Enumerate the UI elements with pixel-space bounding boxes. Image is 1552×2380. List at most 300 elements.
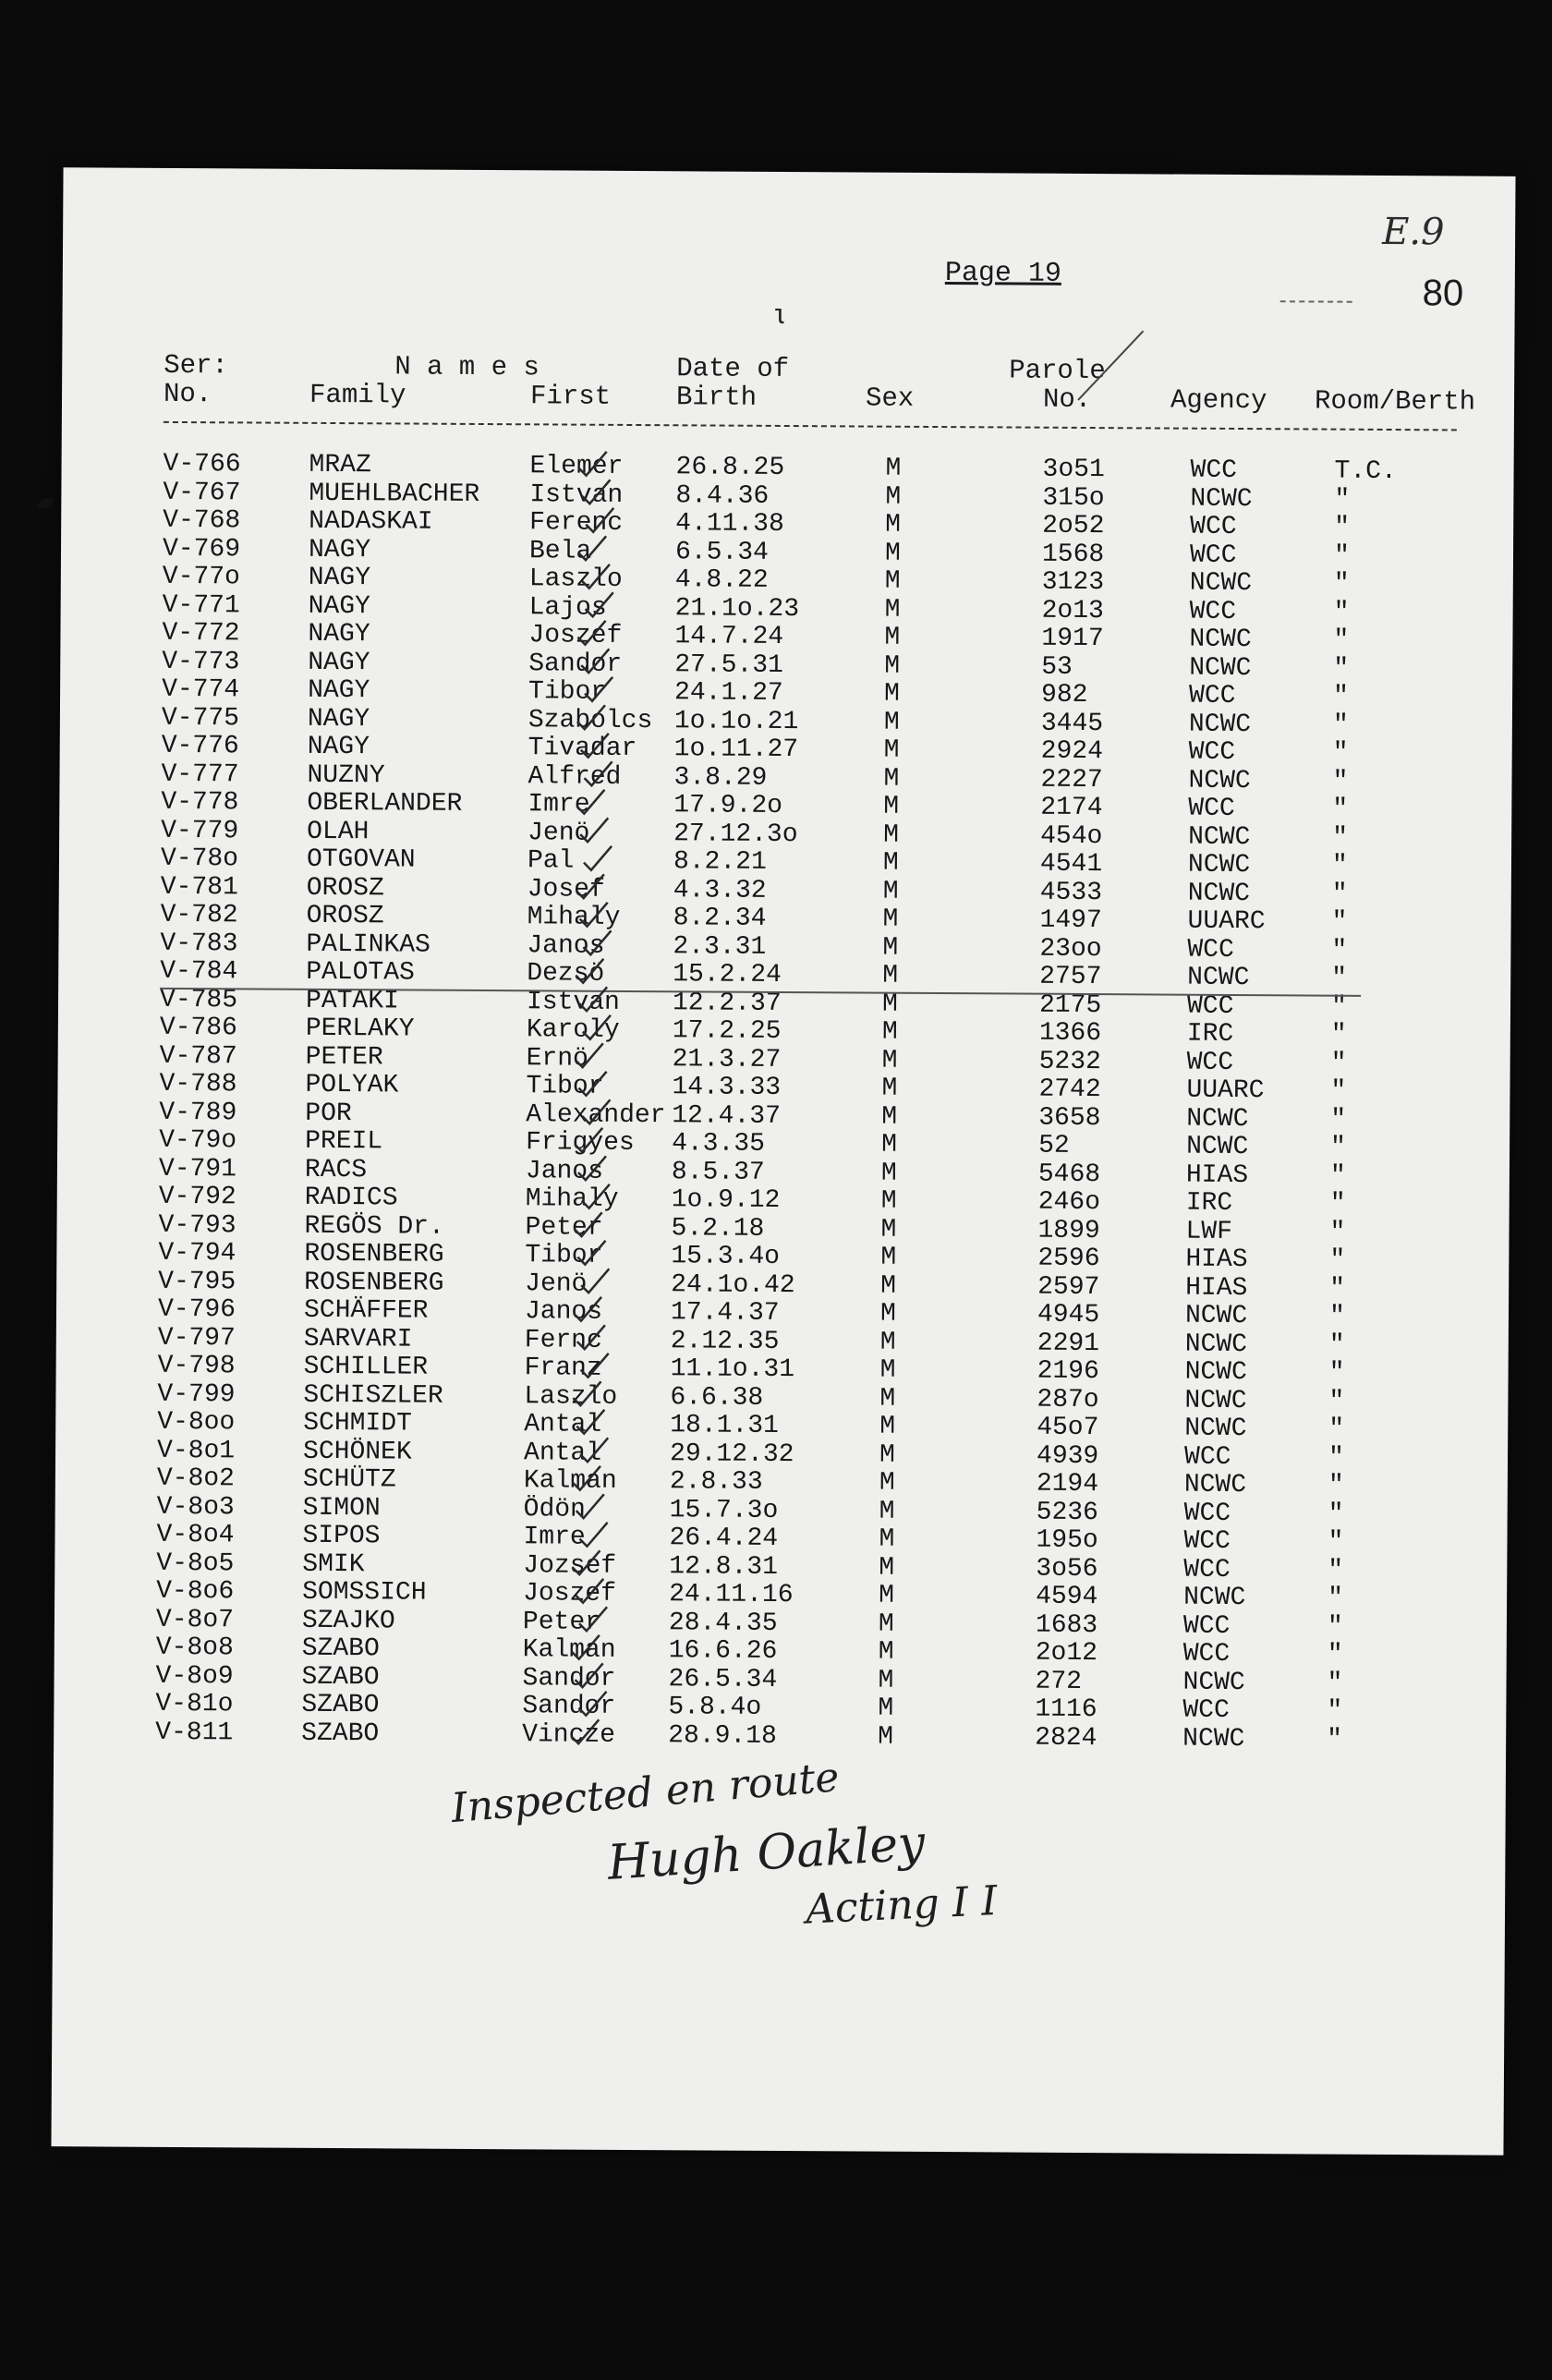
family-name: ROSENBERG xyxy=(304,1268,444,1298)
room-berth: " xyxy=(1333,541,1350,571)
serial-no: V-789 xyxy=(159,1098,237,1127)
check-mark xyxy=(576,790,604,814)
sex: M xyxy=(881,1102,898,1132)
serial-no: V-799 xyxy=(157,1379,236,1409)
family-name: POR xyxy=(305,1099,352,1128)
room-berth: " xyxy=(1327,1640,1343,1670)
sex: M xyxy=(882,933,899,963)
date-of-birth: 26.4.24 xyxy=(669,1524,779,1553)
date-of-birth: 12.8.31 xyxy=(669,1551,779,1582)
first-name: Antal xyxy=(523,1438,602,1468)
serial-no: V-773 xyxy=(162,647,240,676)
agency-slash-mark xyxy=(1078,331,1143,400)
parole-no: 1366 xyxy=(1038,1018,1102,1049)
first-name: Mihaly xyxy=(527,903,621,932)
parole-no: 1899 xyxy=(1037,1216,1100,1245)
agency: LWF xyxy=(1185,1217,1233,1246)
header-sex: Sex xyxy=(865,382,915,414)
first-name: Ferenc xyxy=(529,508,624,538)
header-room: Room/Berth xyxy=(1314,385,1476,418)
parole-no: 2291 xyxy=(1037,1329,1100,1358)
check-mark xyxy=(586,508,613,532)
room-berth: " xyxy=(1327,1612,1343,1642)
family-name: NAGY xyxy=(308,535,371,565)
date-of-birth: 24.1.27 xyxy=(674,678,783,708)
parole-no: 4939 xyxy=(1036,1441,1099,1471)
agency: WCC xyxy=(1188,794,1235,823)
room-berth: " xyxy=(1330,1105,1347,1135)
room-berth: " xyxy=(1329,1218,1346,1247)
date-of-birth: 2.8.33 xyxy=(669,1467,763,1497)
agency: NCWC xyxy=(1184,1301,1248,1331)
check-mark xyxy=(577,1241,605,1265)
first-name: Tibor xyxy=(525,1241,603,1270)
serial-no: V-791 xyxy=(158,1154,237,1184)
family-name: PETER xyxy=(305,1042,383,1072)
agency: WCC xyxy=(1187,935,1234,965)
family-name: SIMON xyxy=(302,1493,381,1523)
page-number: 80 xyxy=(1422,273,1464,314)
check-mark xyxy=(579,1607,607,1631)
first-name: Kalman xyxy=(522,1635,616,1665)
agency: IRC xyxy=(1185,1188,1233,1218)
serial-no: V-772 xyxy=(162,618,240,649)
check-mark xyxy=(578,1072,606,1096)
header-parole-line2: No. xyxy=(1042,383,1092,416)
date-of-birth: 4.8.22 xyxy=(674,565,769,595)
check-mark xyxy=(576,959,603,983)
serial-no: V-779 xyxy=(161,816,239,845)
sex: M xyxy=(881,1017,898,1047)
parole-no: 2o52 xyxy=(1042,511,1105,541)
agency: NCWC xyxy=(1183,1583,1246,1613)
family-name: SOMSSICH xyxy=(302,1577,427,1608)
serial-no: V-8o8 xyxy=(155,1633,234,1663)
agency: NCWC xyxy=(1186,1104,1249,1134)
family-name: OLAH xyxy=(307,817,370,846)
first-name: Franz xyxy=(524,1354,602,1383)
room-berth: " xyxy=(1331,964,1348,993)
sex: M xyxy=(883,764,900,794)
check-mark xyxy=(576,1663,603,1687)
serial-no: V-777 xyxy=(161,759,239,789)
header-dob-line2: Birth xyxy=(675,382,758,413)
serial-no: V-771 xyxy=(162,590,240,620)
serial-no: V-793 xyxy=(158,1210,236,1240)
check-mark xyxy=(577,1325,605,1349)
first-name: Tivadar xyxy=(527,734,637,764)
agency: WCC xyxy=(1183,1442,1231,1472)
family-name: SARVARI xyxy=(303,1324,413,1354)
family-name: SZABO xyxy=(301,1718,380,1748)
room-berth: " xyxy=(1329,1189,1346,1219)
family-name: NUZNY xyxy=(307,760,385,790)
serial-no: V-795 xyxy=(158,1267,236,1296)
sex: M xyxy=(881,1130,898,1160)
date-of-birth: 12.4.37 xyxy=(672,1100,782,1131)
check-mark xyxy=(576,874,604,898)
sex: M xyxy=(880,1159,897,1188)
parole-no: 2194 xyxy=(1036,1469,1099,1500)
check-mark xyxy=(572,1635,600,1659)
agency: HIAS xyxy=(1185,1273,1248,1303)
first-name: Ernö xyxy=(526,1043,588,1074)
parole-no: 2596 xyxy=(1037,1244,1100,1274)
first-name: Janos xyxy=(524,1297,603,1327)
serial-no: V-8o5 xyxy=(156,1548,235,1578)
header-ser-line1: Ser: xyxy=(164,349,228,382)
room-berth: " xyxy=(1334,513,1351,542)
date-of-birth: 14.3.33 xyxy=(672,1073,782,1102)
sex: M xyxy=(879,1581,895,1610)
date-of-birth: 8.2.21 xyxy=(673,847,767,877)
date-of-birth: 2.12.35 xyxy=(670,1326,780,1356)
first-name: Laszlo xyxy=(524,1381,618,1412)
page-label: Page 19 xyxy=(944,258,1062,290)
room-berth: " xyxy=(1334,485,1351,515)
agency: NCWC xyxy=(1187,963,1250,993)
room-berth: " xyxy=(1328,1471,1344,1500)
family-name: NAGY xyxy=(307,704,370,734)
room-berth: " xyxy=(1333,569,1350,599)
first-name: Jozsef xyxy=(523,1550,617,1581)
check-mark xyxy=(572,1550,600,1574)
sex: M xyxy=(884,651,901,681)
check-mark xyxy=(581,734,609,758)
agency: NCWC xyxy=(1187,879,1251,908)
date-of-birth: 4.3.35 xyxy=(672,1129,766,1159)
check-mark xyxy=(582,1099,610,1123)
agency: HIAS xyxy=(1185,1245,1248,1275)
serial-no: V-78o xyxy=(160,844,239,874)
first-name: Peter xyxy=(522,1607,601,1637)
date-of-birth: 1o.1o.21 xyxy=(673,706,799,736)
parole-no: 272 xyxy=(1035,1667,1083,1696)
first-name: Sandor xyxy=(528,649,623,679)
check-mark xyxy=(580,903,608,927)
family-name: SCHÖNEK xyxy=(302,1437,412,1467)
parole-no: 2174 xyxy=(1040,793,1103,823)
header-family: Family xyxy=(309,379,406,411)
sex: M xyxy=(879,1524,895,1554)
family-name: PALOTAS xyxy=(306,957,415,988)
family-name: NAGY xyxy=(308,591,370,621)
serial-no: V-8o4 xyxy=(156,1520,235,1550)
serial-no: V-781 xyxy=(160,872,238,902)
agency: WCC xyxy=(1182,1695,1230,1725)
room-berth: " xyxy=(1330,1076,1347,1106)
agency: WCC xyxy=(1182,1611,1231,1641)
first-name: Fernc xyxy=(524,1325,602,1355)
first-name: Antal xyxy=(524,1410,602,1439)
parole-no: 1116 xyxy=(1035,1694,1097,1725)
agency: NCWC xyxy=(1188,766,1251,795)
first-name: Vincze xyxy=(522,1719,616,1750)
handwritten-signature: Hugh Oakley xyxy=(605,1815,928,1891)
date-of-birth: 18.1.31 xyxy=(670,1411,779,1440)
check-mark xyxy=(580,1438,608,1462)
family-name: OROSZ xyxy=(306,901,384,931)
parole-no: 2o13 xyxy=(1041,596,1104,625)
sex: M xyxy=(878,1722,894,1752)
sex: M xyxy=(879,1328,896,1357)
room-berth: " xyxy=(1330,992,1347,1022)
first-name: Josef xyxy=(527,874,605,905)
family-name: NAGY xyxy=(308,619,370,650)
date-of-birth: 26.5.34 xyxy=(668,1664,778,1694)
handwritten-note-inspected: Inspected en route xyxy=(449,1754,842,1833)
header-parole-line1: Parole xyxy=(1009,355,1106,387)
sex: M xyxy=(879,1468,895,1498)
date-of-birth: 5.8.4o xyxy=(668,1693,762,1722)
date-of-birth: 29.12.32 xyxy=(669,1439,794,1469)
serial-no: V-8oo xyxy=(157,1407,236,1438)
sex: M xyxy=(883,735,900,765)
check-mark xyxy=(578,1156,606,1180)
sex: M xyxy=(880,1243,897,1272)
check-mark xyxy=(579,452,607,476)
room-berth: T.C. xyxy=(1334,456,1397,487)
parole-no: 2924 xyxy=(1040,736,1104,767)
check-mark xyxy=(577,621,605,645)
check-mark xyxy=(581,1269,609,1293)
check-mark xyxy=(576,1579,603,1603)
check-mark xyxy=(582,1184,610,1208)
serial-no: V-782 xyxy=(160,900,238,930)
first-name: Imre xyxy=(523,1523,586,1552)
parole-no: 45o7 xyxy=(1037,1413,1099,1443)
first-name: Sandor xyxy=(522,1663,616,1694)
room-berth: " xyxy=(1327,1669,1343,1698)
serial-no: V-81o xyxy=(155,1689,234,1719)
date-of-birth: 15.3.4o xyxy=(671,1242,781,1271)
parole-no: 3123 xyxy=(1041,567,1105,598)
parole-no: 2824 xyxy=(1035,1723,1097,1753)
family-name: NAGY xyxy=(307,732,370,762)
parole-no: 52 xyxy=(1038,1131,1070,1160)
sex: M xyxy=(880,1215,897,1245)
parole-no: 4945 xyxy=(1037,1300,1100,1330)
sex: M xyxy=(882,877,899,906)
agency: NCWC xyxy=(1186,1132,1249,1162)
check-mark xyxy=(575,1128,602,1152)
parole-no: 315o xyxy=(1042,483,1105,513)
check-mark xyxy=(584,761,612,785)
check-mark xyxy=(583,1015,611,1039)
serial-no: V-79o xyxy=(159,1125,237,1156)
parole-no: 5232 xyxy=(1038,1047,1101,1076)
serial-no: V-775 xyxy=(161,703,240,733)
sex: M xyxy=(885,482,902,512)
room-berth: " xyxy=(1332,738,1349,768)
family-name: PATAKI xyxy=(305,986,399,1015)
first-name: Tibor xyxy=(526,1072,604,1101)
sex: M xyxy=(881,990,898,1019)
agency: NCWC xyxy=(1189,568,1253,599)
serial-no: V-769 xyxy=(162,534,241,564)
sex: M xyxy=(878,1666,894,1695)
agency: UUARC xyxy=(1186,1075,1265,1106)
parole-no: 23oo xyxy=(1039,934,1102,964)
agency: UUARC xyxy=(1187,906,1266,937)
first-name: Janos xyxy=(525,1156,604,1186)
room-berth: " xyxy=(1328,1387,1345,1416)
family-name: OBERLANDER xyxy=(307,788,463,819)
date-of-birth: 11.1o.31 xyxy=(670,1354,795,1385)
parole-no: 1917 xyxy=(1041,624,1104,654)
serial-no: V-798 xyxy=(157,1351,236,1381)
parole-no: 2757 xyxy=(1039,962,1102,992)
first-name: Sandor xyxy=(522,1692,616,1721)
parole-no: 4533 xyxy=(1039,878,1103,907)
sex: M xyxy=(879,1384,896,1414)
parole-no: 4594 xyxy=(1036,1582,1098,1612)
room-berth: " xyxy=(1330,1133,1347,1162)
sex: M xyxy=(882,961,899,990)
first-name: Imre xyxy=(527,790,590,820)
sex: M xyxy=(879,1440,895,1470)
room-berth: " xyxy=(1328,1415,1345,1444)
date-of-birth: 24.11.16 xyxy=(669,1580,794,1610)
parole-no: 2597 xyxy=(1037,1272,1100,1302)
agency: WCC xyxy=(1189,540,1237,570)
sex: M xyxy=(878,1637,894,1667)
agency: NCWC xyxy=(1184,1414,1247,1444)
first-name: Joszef xyxy=(523,1579,617,1609)
agency: NCWC xyxy=(1188,822,1251,852)
check-mark xyxy=(579,987,607,1011)
parole-no: 2196 xyxy=(1037,1356,1099,1387)
family-name: NAGY xyxy=(308,648,370,677)
sex: M xyxy=(880,1186,897,1216)
room-berth: " xyxy=(1330,1020,1347,1050)
agency: NCWC xyxy=(1189,653,1252,683)
sex: M xyxy=(884,566,901,596)
first-name: Karoly xyxy=(526,1015,620,1045)
family-name: MRAZ xyxy=(309,450,371,480)
sex: M xyxy=(879,1412,896,1441)
family-name: RADICS xyxy=(304,1183,398,1213)
room-berth: " xyxy=(1329,1245,1346,1275)
check-mark xyxy=(571,1719,599,1743)
room-berth: " xyxy=(1331,851,1348,880)
first-name: Dezsö xyxy=(527,959,605,989)
first-name: Joszef xyxy=(528,621,623,650)
check-mark xyxy=(577,705,605,729)
serial-no: V-8o7 xyxy=(155,1605,235,1634)
first-name: Tibor xyxy=(528,677,607,707)
parole-no: 3658 xyxy=(1038,1103,1101,1133)
room-berth: " xyxy=(1332,710,1349,740)
serial-no: V-767 xyxy=(163,478,241,507)
serial-no: V-796 xyxy=(157,1294,236,1325)
check-mark xyxy=(576,1494,604,1518)
date-of-birth: 24.1o.42 xyxy=(671,1269,795,1300)
serial-no: V-8o1 xyxy=(156,1436,236,1465)
room-berth: " xyxy=(1327,1696,1343,1726)
sex: M xyxy=(879,1553,895,1583)
family-name: REGÖS Dr. xyxy=(304,1211,444,1242)
room-berth: " xyxy=(1328,1584,1344,1613)
date-of-birth: 26.8.25 xyxy=(675,453,785,482)
room-berth: " xyxy=(1331,880,1348,909)
first-name: Mihaly xyxy=(525,1184,619,1214)
first-name: Ödön xyxy=(523,1494,587,1524)
agency: WCC xyxy=(1188,737,1236,767)
date-of-birth: 15.2.24 xyxy=(673,960,782,990)
date-of-birth: 17.4.37 xyxy=(670,1298,780,1328)
sex: M xyxy=(878,1694,894,1723)
check-mark xyxy=(576,1410,604,1434)
serial-no: V-797 xyxy=(157,1323,236,1353)
date-of-birth: 4.3.32 xyxy=(673,875,767,905)
check-mark xyxy=(585,677,612,701)
check-mark xyxy=(579,1523,607,1547)
serial-no: V-766 xyxy=(163,449,241,480)
date-of-birth: 1o.11.27 xyxy=(673,735,799,765)
date-of-birth: 17.9.2o xyxy=(673,791,783,820)
family-name: OTGOVAN xyxy=(306,844,416,875)
first-name: Alexander xyxy=(526,1099,666,1130)
first-name: Kalman xyxy=(523,1466,617,1496)
sex: M xyxy=(884,595,901,625)
sex: M xyxy=(884,539,901,568)
agency: WCC xyxy=(1190,512,1237,541)
date-of-birth: 16.6.26 xyxy=(668,1636,778,1666)
parole-no: 2227 xyxy=(1040,765,1103,795)
serial-no: V-8o9 xyxy=(155,1661,234,1691)
room-berth: " xyxy=(1327,1725,1343,1755)
first-name: Janos xyxy=(527,930,605,961)
header-first: First xyxy=(529,381,612,412)
first-name: Pal xyxy=(527,846,575,876)
date-of-birth: 3.8.29 xyxy=(673,762,768,793)
serial-no: V-784 xyxy=(160,956,238,987)
check-mark xyxy=(573,1466,600,1490)
serial-no: V-811 xyxy=(155,1718,234,1747)
agency: NCWC xyxy=(1190,484,1253,514)
room-berth: " xyxy=(1331,936,1348,965)
agency: IRC xyxy=(1186,1019,1234,1049)
date-of-birth: 12.2.37 xyxy=(672,988,782,1018)
serial-no: V-77o xyxy=(162,562,240,592)
date-of-birth: 17.2.25 xyxy=(672,1016,782,1046)
family-name: SCHISZLER xyxy=(303,1380,443,1411)
agency: NCWC xyxy=(1189,625,1252,655)
top-mark: ɩ xyxy=(771,300,789,334)
parole-no: 3o51 xyxy=(1042,455,1105,485)
parole-no: 287o xyxy=(1037,1385,1099,1415)
room-berth: " xyxy=(1333,625,1350,655)
check-mark xyxy=(576,1043,603,1067)
room-berth: " xyxy=(1332,767,1349,796)
check-mark xyxy=(578,536,606,560)
parole-no: 2o12 xyxy=(1035,1638,1098,1669)
family-name: NADASKAI xyxy=(309,506,433,537)
check-mark xyxy=(582,480,610,504)
parole-no: 1497 xyxy=(1039,905,1102,936)
first-name: Alfred xyxy=(527,761,622,792)
agency: WCC xyxy=(1186,991,1234,1021)
family-name: PERLAKY xyxy=(305,1014,415,1044)
first-name: Lajos xyxy=(528,592,607,623)
parole-no: 2175 xyxy=(1038,990,1102,1020)
header-ser-line2: No. xyxy=(163,378,212,410)
family-name: POLYAK xyxy=(305,1070,399,1100)
parole-no: 1683 xyxy=(1035,1610,1098,1640)
family-name: SIPOS xyxy=(302,1521,381,1551)
sex: M xyxy=(882,905,899,934)
